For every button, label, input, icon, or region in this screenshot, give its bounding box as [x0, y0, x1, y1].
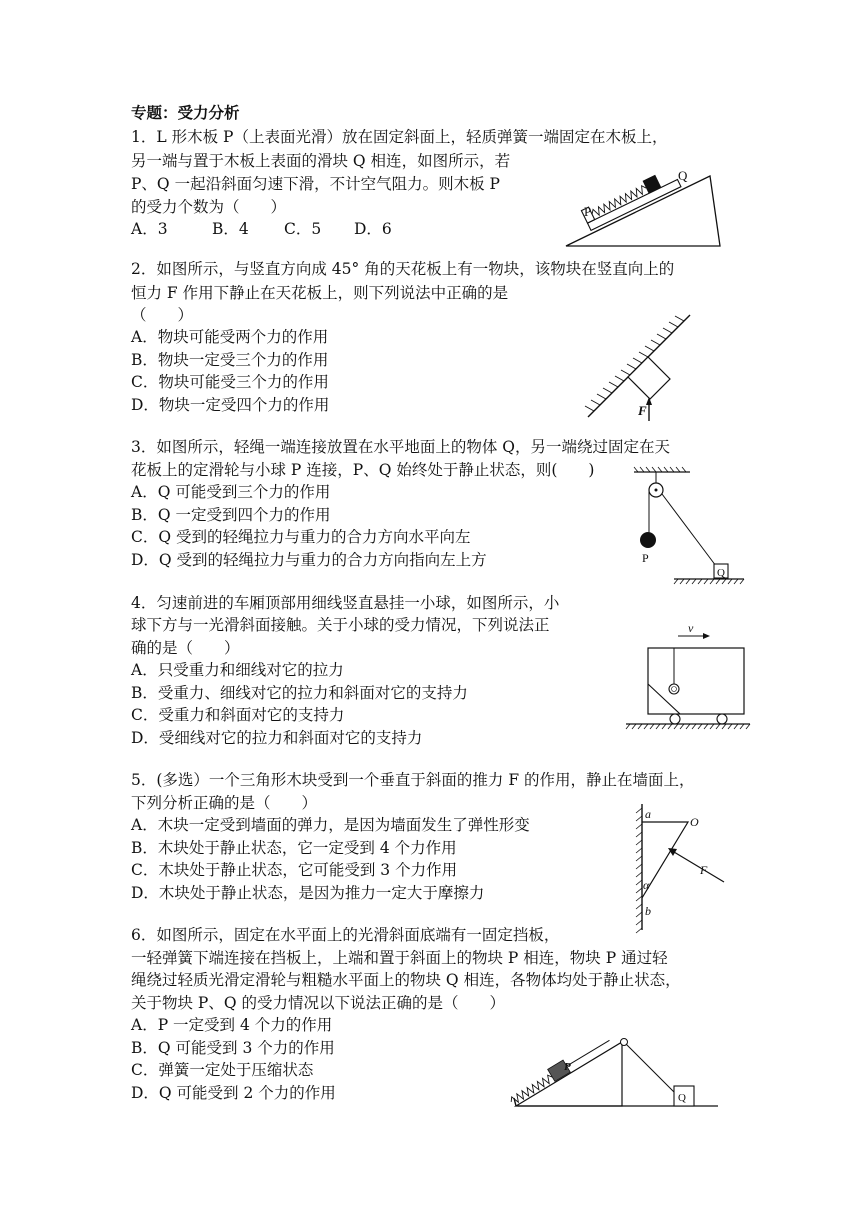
- option-b: B．Q 可能受到 3 个力的作用: [131, 1039, 335, 1057]
- option-c: C．Q 受到的轻绳拉力与重力的合力方向水平向左: [131, 528, 471, 546]
- option-b: B．木块处于静止状态，它一定受到 4 个力作用: [131, 839, 457, 857]
- question-text-line: 下列分析正确的是（ ）: [131, 794, 318, 812]
- question-text-line: 确的是（ ）: [131, 639, 240, 657]
- figure-wall-wedge: [628, 800, 748, 934]
- question-text-line: 另一端与置于木板上表面的滑块 Q 相连，如图所示，若: [131, 152, 511, 170]
- option-c: C．5: [284, 220, 322, 238]
- option-a: A．木块一定受到墙面的弹力，是因为墙面发生了弹性形变: [131, 816, 530, 834]
- figure-label-a: a: [645, 807, 651, 821]
- figure-label-b: b: [645, 904, 651, 918]
- question-text-line: 恒力 F 作用下静止在天花板上，则下列说法中正确的是: [131, 284, 509, 302]
- option-b: B．Q 一定受到四个力的作用: [131, 506, 331, 524]
- figure-incline-board: [560, 160, 725, 252]
- figure-label-v: v: [688, 621, 694, 635]
- figure-label-q: Q: [678, 1092, 686, 1104]
- option-d: D．Q 受到的轻绳拉力与重力的合力方向指向左上方: [131, 551, 487, 569]
- question-text-line: 花板上的定滑轮与小球 P 连接，P、Q 始终处于静止状态，则( ): [131, 461, 595, 479]
- figure-label-p: P: [584, 204, 592, 219]
- option-a: A．物块可能受两个力的作用: [131, 328, 329, 346]
- figure-label-p: P: [642, 551, 649, 565]
- figure-ceiling-block: [580, 305, 700, 423]
- figure-label-alpha: α: [643, 878, 650, 892]
- figure-label-p: P: [564, 1061, 571, 1073]
- question-text-line: 2．如图所示，与竖直方向成 45° 角的天花板上有一物块，该物块在竖直向上的: [131, 260, 675, 278]
- figure-label-q: Q: [678, 168, 688, 183]
- question-text-line: 4．匀速前进的车厢顶部用细线竖直悬挂一小球，如图所示，小: [131, 594, 560, 612]
- option-a: A．Q 可能受到三个力的作用: [131, 483, 331, 501]
- option-b: B．4: [212, 220, 249, 238]
- option-d: D．Q 可能受到 2 个力的作用: [131, 1084, 336, 1102]
- figure-incline-spring-pulley: [510, 1030, 725, 1112]
- option-c: C．弹簧一定处于压缩状态: [131, 1061, 314, 1079]
- option-c: C．木块处于静止状态，它可能受到 3 个力作用: [131, 861, 458, 879]
- option-c: C．受重力和斜面对它的支持力: [131, 706, 345, 724]
- page-title: 专题：受力分析: [131, 103, 240, 122]
- question-text-line: 6．如图所示，固定在水平面上的光滑斜面底端有一固定挡板，: [131, 926, 560, 944]
- option-c: C．物块可能受三个力的作用: [131, 373, 329, 391]
- figure-train-car: [622, 620, 752, 736]
- option-a: A．3: [131, 220, 168, 238]
- option-a: A．P 一定受到 4 个力的作用: [131, 1016, 333, 1034]
- question-text-line: 关于物块 P、Q 的受力情况以下说法正确的是（ ）: [131, 994, 505, 1012]
- figure-label-f: F: [700, 863, 708, 877]
- option-d: D．物块一定受四个力的作用: [131, 396, 330, 414]
- question-text-line: P、Q 一起沿斜面匀速下滑，不计空气阻力。则木板 P: [131, 175, 500, 193]
- question-text-line: 球下方与一光滑斜面接触。关于小球的受力情况，下列说法正: [131, 616, 550, 634]
- question-text-line: 绳绕过轻质光滑定滑轮与粗糙水平面上的物块 Q 相连，各物体均处于静止状态，: [131, 971, 681, 989]
- figure-pulley: [630, 466, 745, 590]
- question-text-line: 3．如图所示，轻绳一端连接放置在水平地面上的物体 Q，另一端绕过固定在天: [131, 438, 670, 456]
- figure-label-o: O: [690, 815, 699, 829]
- option-b: B．物块一定受三个力的作用: [131, 351, 329, 369]
- figure-label-q: Q: [717, 567, 725, 579]
- question-text-line: 一轻弹簧下端连接在挡板上，上端和置于斜面上的物块 P 相连，物块 P 通过轻: [131, 949, 668, 967]
- question-text-line: （ ）: [131, 306, 194, 324]
- figure-label-f: F: [638, 403, 647, 418]
- option-d: D．6: [354, 220, 392, 238]
- question-text-line: 1．L 形木板 P（上表面光滑）放在固定斜面上，轻质弹簧一端固定在木板上，: [131, 128, 668, 146]
- option-a: A．只受重力和细线对它的拉力: [131, 661, 344, 679]
- option-d: D．木块处于静止状态，是因为推力一定大于摩擦力: [131, 884, 485, 902]
- option-d: D．受细线对它的拉力和斜面对它的支持力: [131, 729, 423, 747]
- question-text-line: 的受力个数为（ ）: [131, 198, 287, 216]
- question-text-line: 5．(多选）一个三角形木块受到一个垂直于斜面的推力 F 的作用，静止在墙面上，: [131, 771, 695, 789]
- option-b: B．受重力、细线对它的拉力和斜面对它的支持力: [131, 684, 468, 702]
